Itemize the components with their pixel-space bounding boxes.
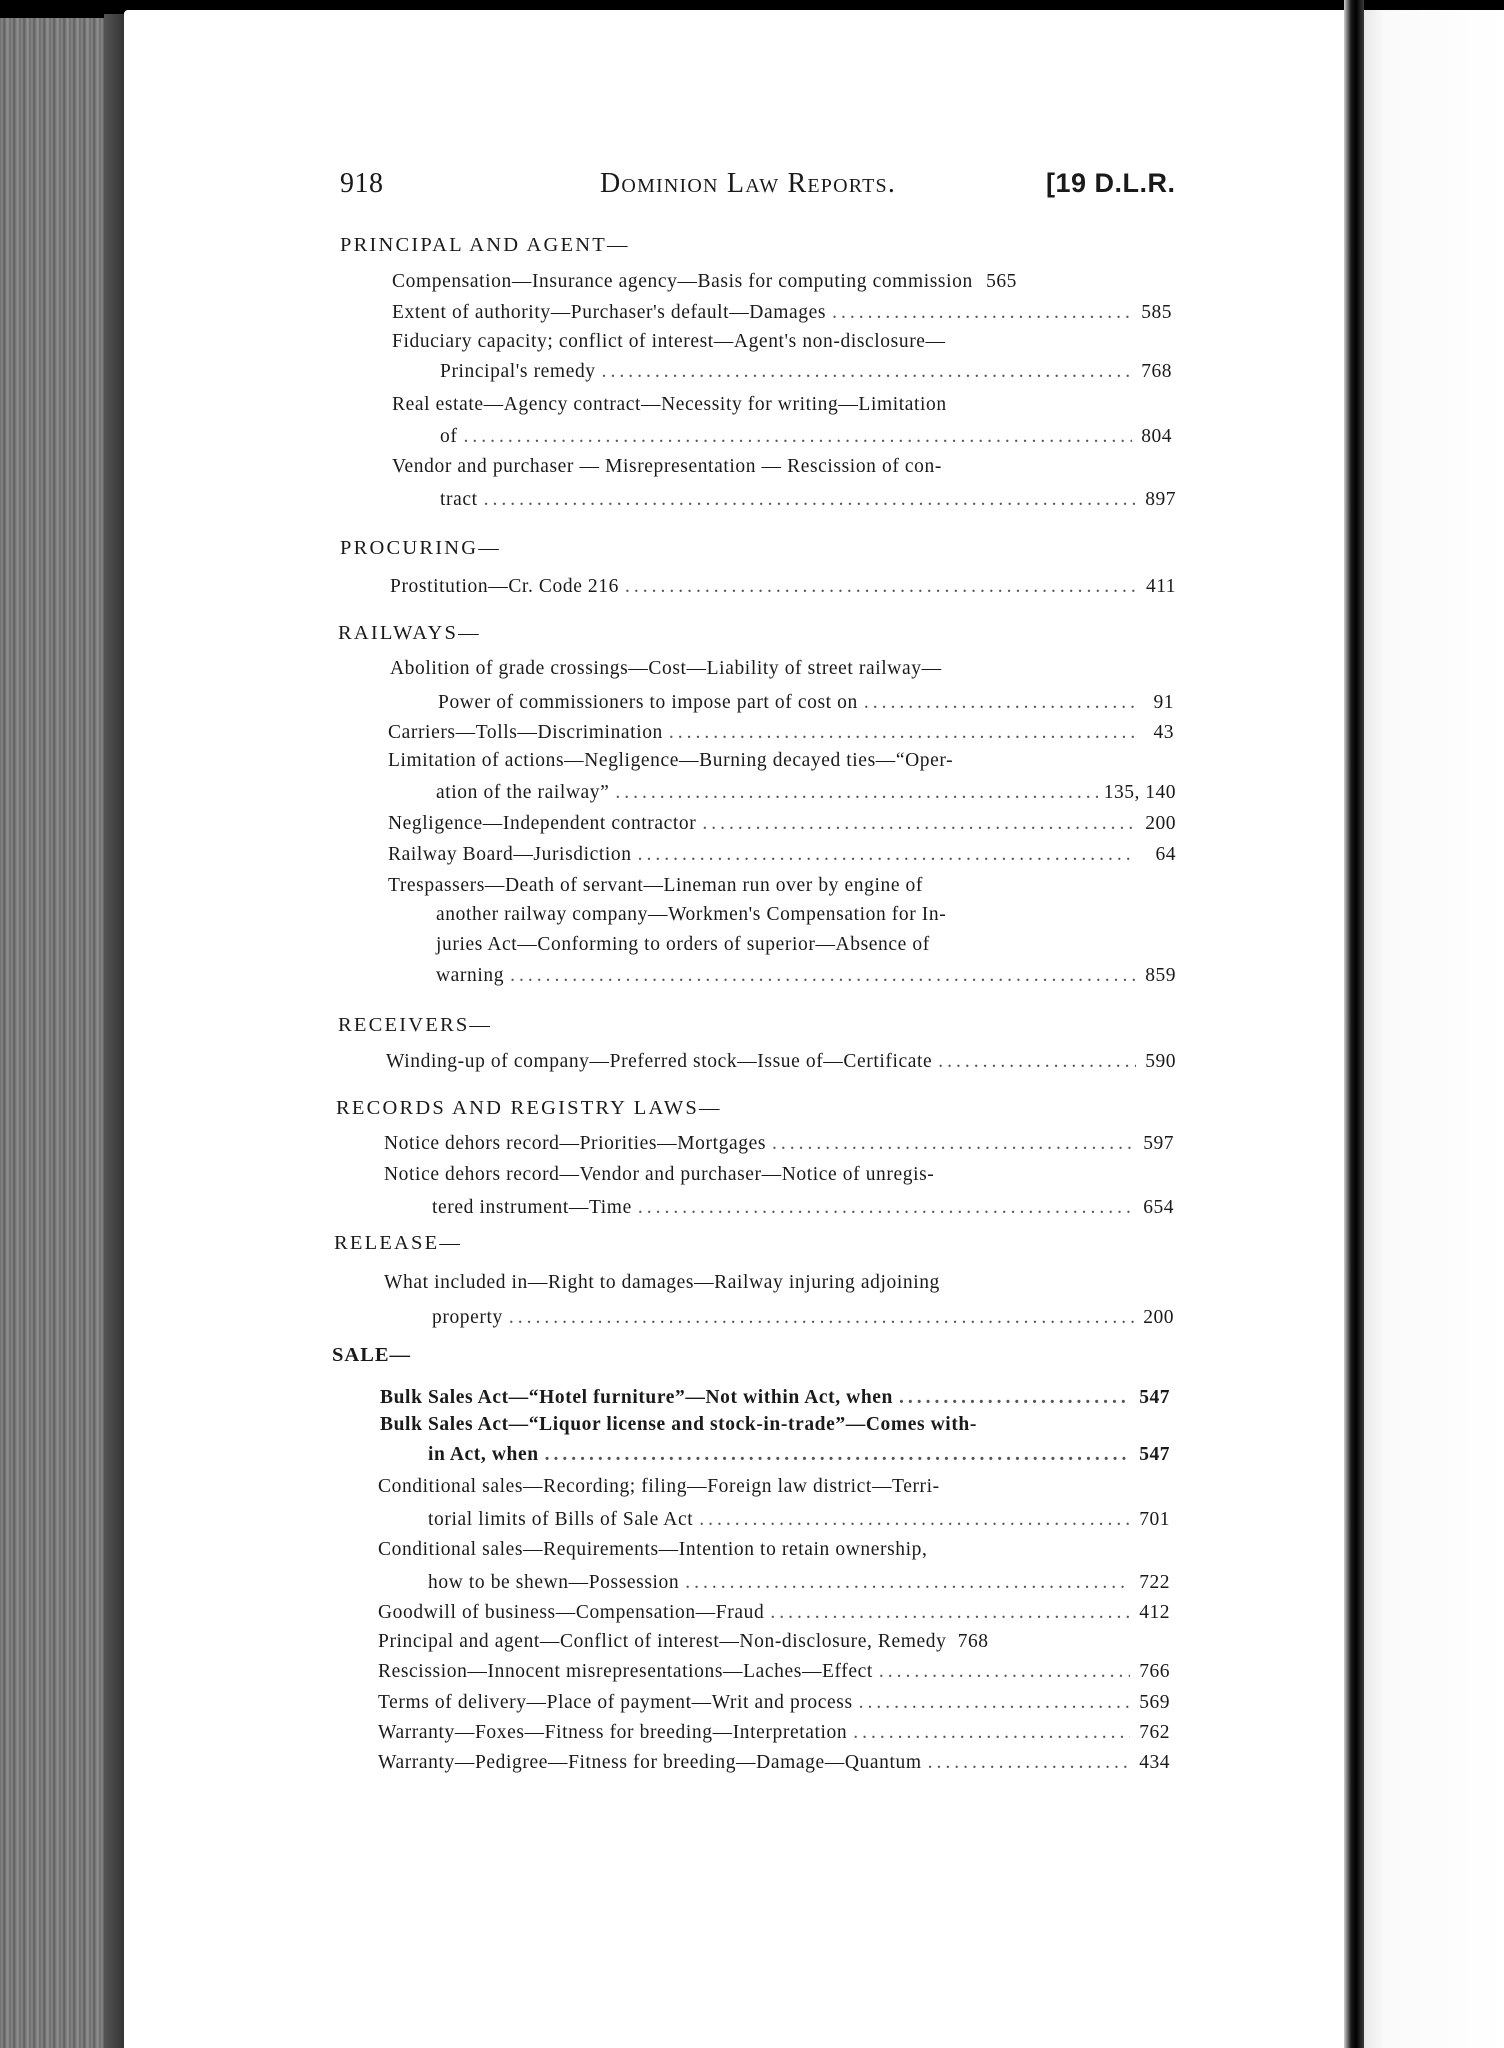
volume-reference: [19 D.L.R.: [1046, 168, 1176, 198]
index-entry: [436, 778, 1176, 808]
leader-dots: [859, 1688, 1130, 1718]
entry-page-ref: 569: [1139, 1692, 1170, 1713]
index-entry: [378, 1718, 1170, 1748]
leader-dots: [545, 1440, 1130, 1470]
entry-page-ref: 701: [1139, 1509, 1170, 1530]
entry-page-ref: 590: [1145, 1051, 1176, 1072]
entry-text: torial limits of Bills of Sale Act: [428, 1509, 694, 1530]
entry-text: Conditional sales—Recording; filing—Foreign law district—Terri-: [378, 1476, 940, 1497]
section-heading-release: RELEASE—: [334, 1232, 463, 1254]
leader-dots: [899, 1383, 1130, 1413]
entry-page-ref: 897: [1145, 489, 1176, 510]
index-entry: [440, 422, 1172, 452]
entry-text: Power of commissioners to impose part of cost on: [438, 692, 858, 713]
entry-text: Extent of authority—Purchaser's default—Damages: [392, 302, 827, 323]
entry-text: Goodwill of business—Compensation—Fraud: [378, 1602, 765, 1623]
entry-page-ref: 200: [1143, 1307, 1174, 1328]
entry-text: Principal's remedy: [440, 361, 596, 382]
index-entry: [390, 572, 1176, 602]
index-entry: [388, 809, 1176, 839]
entry-page-ref: 762: [1139, 1722, 1170, 1743]
leader-dots: [772, 1129, 1134, 1159]
entry-page-ref: 547: [1139, 1387, 1170, 1408]
index-entry: [378, 1627, 1170, 1657]
entry-text: of: [440, 426, 458, 447]
entry-text: Warranty—Pedigree—Fitness for breeding—Damage—Quantum: [378, 1752, 922, 1773]
leader-dots: [638, 840, 1136, 870]
leader-dots: [699, 1505, 1130, 1535]
entry-page-ref: 804: [1141, 426, 1172, 447]
index-entry: [392, 298, 1172, 328]
leader-dots: [625, 572, 1136, 602]
entry-page-ref: 411: [1145, 576, 1176, 597]
entry-text: Notice dehors record—Priorities—Mortgages: [384, 1133, 767, 1154]
entry-text: property: [432, 1307, 503, 1328]
entry-text: how to be shewn—Possession: [428, 1572, 680, 1593]
entry-text: Principal and agent—Conflict of interest—Non-disclosure, Remedy: [378, 1631, 947, 1652]
entry-page-ref: 43: [1153, 722, 1174, 743]
index-entry: [388, 840, 1176, 870]
entry-page-ref: 547: [1139, 1444, 1170, 1465]
entry-text: Notice dehors record—Vendor and purchaser—Notice of unregis-: [384, 1164, 935, 1185]
entry-text: Abolition of grade crossings—Cost—Liability of street railway—: [390, 658, 942, 679]
running-title: Dominion Law Reports.: [600, 168, 897, 199]
entry-text: Fiduciary capacity; conflict of interest—Agent's non-disclosure—: [392, 331, 946, 352]
entry-page-ref: 859: [1145, 965, 1176, 986]
index-entry: [440, 357, 1172, 387]
index-entry: [428, 1568, 1170, 1598]
index-entry: [378, 1748, 1170, 1778]
entry-text: Bulk Sales Act—“Liquor license and stock-in-trade”—Comes with-: [380, 1414, 977, 1435]
index-entry: [378, 1657, 1170, 1687]
section-heading-principal-and-agent: PRINCIPAL AND AGENT—: [340, 234, 630, 256]
entry-page-ref: 585: [1141, 302, 1172, 323]
index-entry: [428, 1440, 1170, 1470]
leader-dots: [509, 1303, 1134, 1333]
entry-text: Railway Board—Jurisdiction: [388, 844, 632, 865]
index-entry: [440, 485, 1176, 515]
entry-text: Terms of delivery—Place of payment—Writ and process: [378, 1692, 853, 1713]
page-number: 918: [340, 168, 384, 199]
entry-text: Limitation of actions—Negligence—Burning decayed ties—“Oper-: [388, 750, 954, 771]
entry-page-ref: 412: [1139, 1602, 1170, 1623]
entry-page-ref: 434: [1139, 1752, 1170, 1773]
entry-text: What included in—Right to damages—Railway injuring adjoining: [384, 1272, 940, 1293]
index-entry: [386, 1047, 1176, 1077]
entry-text: in Act, when: [428, 1444, 539, 1465]
entry-text: tered instrument—Time: [432, 1197, 632, 1218]
leader-dots: [463, 422, 1132, 452]
entry-text: tract: [440, 489, 478, 510]
index-entry: [392, 267, 1172, 297]
section-heading-records-and-registry-laws: RECORDS AND REGISTRY LAWS—: [336, 1097, 722, 1119]
leader-dots: [685, 1568, 1130, 1598]
leader-dots: [853, 1718, 1130, 1748]
entry-text: Prostitution—Cr. Code 216: [390, 576, 619, 597]
entry-page-ref: 654: [1143, 1197, 1174, 1218]
entry-text: Bulk Sales Act—“Hotel furniture”—Not within Act, when: [380, 1387, 893, 1408]
entry-text: Conditional sales—Requirements—Intention to retain ownership,: [378, 1539, 928, 1560]
entry-text: Vendor and purchaser — Misrepresentation — Rescission of con-: [392, 456, 942, 477]
index-entry: [384, 1129, 1174, 1159]
entry-text: Compensation—Insurance agency—Basis for computing commission: [392, 271, 973, 292]
index-entry: [378, 1598, 1170, 1628]
entry-page-ref: 91: [1153, 692, 1174, 713]
index-entry: [432, 1193, 1174, 1223]
index-entry: [438, 688, 1174, 718]
index-entry: [432, 1303, 1174, 1333]
entry-text: warning: [436, 965, 505, 986]
entry-page-ref: 200: [1145, 813, 1176, 834]
entry-text: ation of the railway”: [436, 782, 610, 803]
entry-text: Real estate—Agency contract—Necessity for writing—Limitation: [392, 394, 947, 415]
entry-page-ref: 766: [1139, 1661, 1170, 1682]
entry-text: juries Act—Conforming to orders of superior—Absence of: [436, 934, 930, 955]
index-entry: [428, 1505, 1170, 1535]
leader-dots: [510, 961, 1136, 991]
leader-dots: [938, 1047, 1136, 1077]
entry-text: Negligence—Independent contractor: [388, 813, 697, 834]
index-entry: [436, 961, 1176, 991]
entry-page-ref: 565: [986, 271, 1017, 292]
entry-page-ref: 597: [1143, 1133, 1174, 1154]
leader-dots: [702, 809, 1136, 839]
entry-page-ref: 64: [1155, 844, 1176, 865]
leader-dots: [602, 357, 1132, 387]
entry-text: Carriers—Tolls—Discrimination: [388, 722, 663, 743]
leader-dots: [928, 1748, 1130, 1778]
entry-page-ref: 135, 140: [1103, 782, 1176, 803]
section-heading-railways: RAILWAYS—: [338, 622, 481, 644]
index-entry: [378, 1688, 1170, 1718]
index-entry: [388, 718, 1174, 748]
leader-dots: [879, 1657, 1130, 1687]
entry-text: Warranty—Foxes—Fitness for breeding—Interpretation: [378, 1722, 848, 1743]
leader-dots: [638, 1193, 1134, 1223]
leader-dots: [770, 1598, 1130, 1628]
section-heading-procuring: PROCURING—: [340, 537, 501, 559]
section-heading-sale: SALE—: [332, 1344, 412, 1366]
leader-dots: [615, 778, 1097, 808]
entry-page-ref: 768: [957, 1631, 989, 1652]
leader-dots: [669, 718, 1134, 748]
entry-page-ref: 722: [1139, 1572, 1170, 1593]
entry-text: Rescission—Innocent misrepresentations—Laches—Effect: [378, 1661, 873, 1682]
entry-text: Trespassers—Death of servant—Lineman run over by engine of: [388, 875, 923, 896]
entry-text: Winding-up of company—Preferred stock—Issue of—Certificate: [386, 1051, 933, 1072]
entry-text: another railway company—Workmen's Compensation for In-: [436, 904, 947, 925]
section-heading-receivers: RECEIVERS—: [338, 1014, 493, 1036]
leader-dots: [864, 688, 1134, 718]
entry-page-ref: 768: [1141, 361, 1172, 382]
index-entry: [380, 1383, 1170, 1413]
leader-dots: [832, 298, 1132, 328]
leader-dots: [484, 485, 1136, 515]
